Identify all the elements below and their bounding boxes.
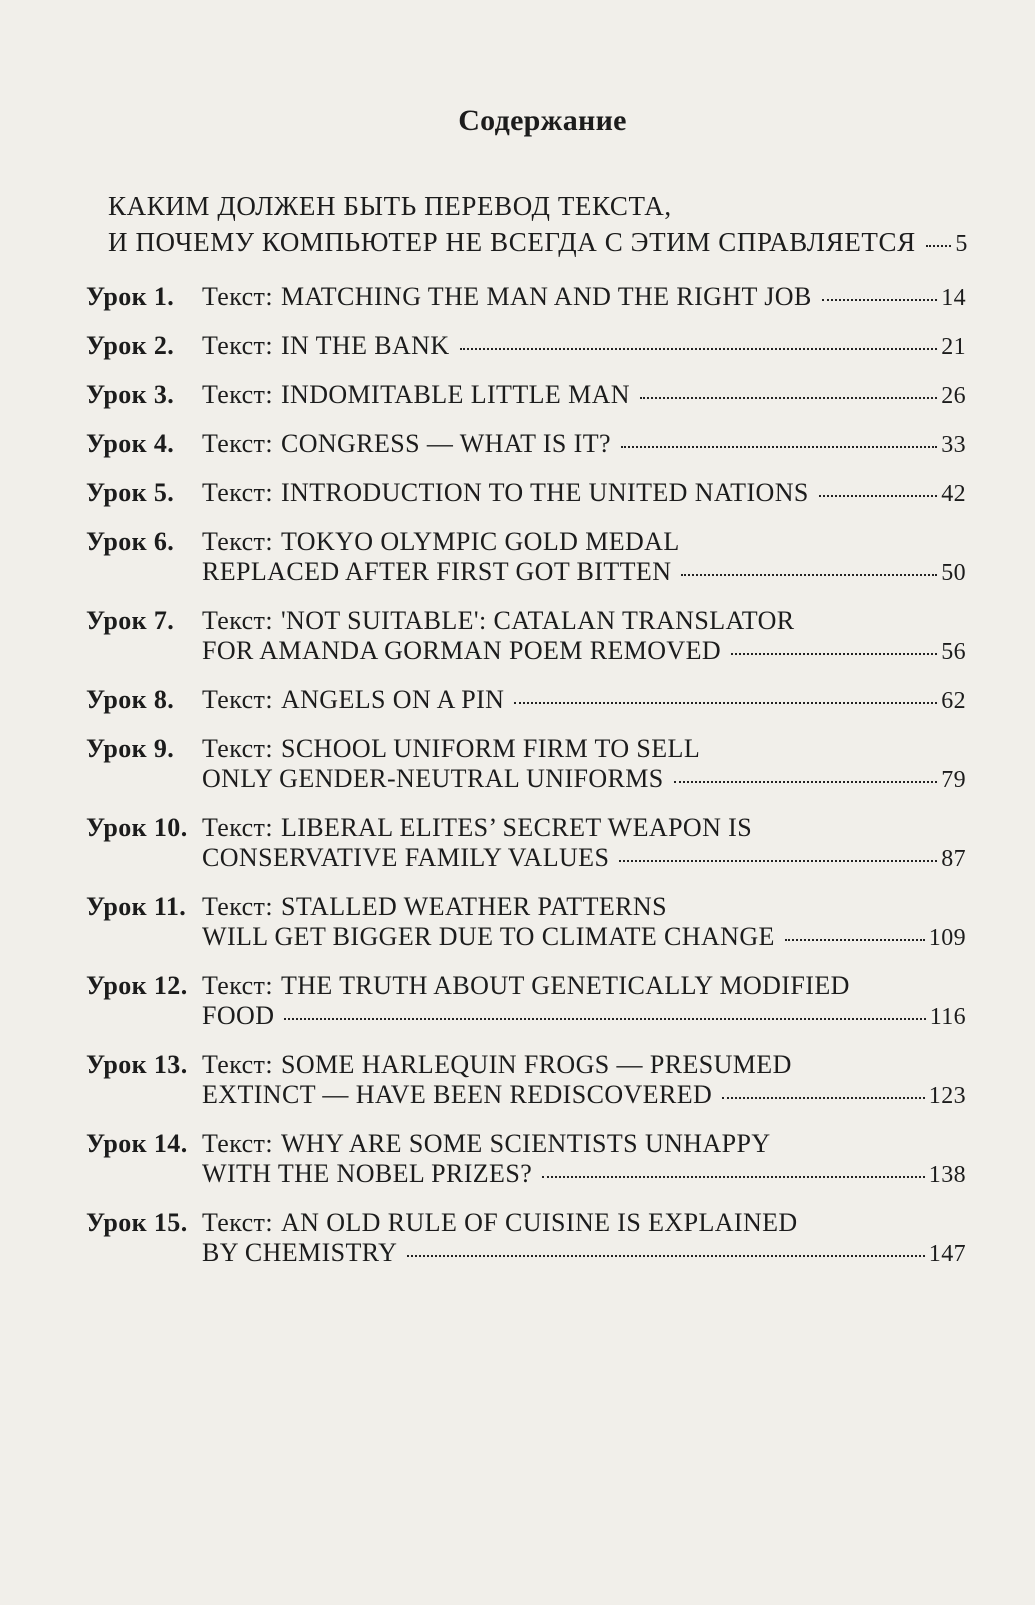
text-prefix: Текст: bbox=[202, 1129, 273, 1158]
lesson-title-continuation-row bbox=[202, 1238, 966, 1269]
lesson-body bbox=[202, 527, 966, 588]
lesson-body bbox=[202, 331, 966, 362]
dot-leader bbox=[407, 1255, 925, 1257]
page-number: 56 bbox=[941, 639, 966, 665]
lesson-body bbox=[202, 282, 966, 313]
lesson-number: Урок 11. bbox=[86, 892, 187, 921]
dot-leader bbox=[674, 781, 938, 783]
dot-leader bbox=[926, 245, 952, 247]
page-number: 123 bbox=[928, 1083, 966, 1109]
intro-line-1: КАКИМ ДОЛЖЕН БЫТЬ ПЕРЕВОД ТЕКСТА, bbox=[108, 191, 672, 221]
lesson-title-row bbox=[202, 734, 966, 764]
lesson-title-row bbox=[202, 1050, 966, 1080]
toc-entry bbox=[86, 606, 966, 667]
lesson-number: Урок 6. bbox=[86, 527, 175, 556]
lesson-title-continuation-row bbox=[202, 1159, 966, 1190]
lesson-title-row bbox=[202, 282, 966, 313]
lesson-title-continuation-row bbox=[202, 557, 966, 588]
text-prefix: Текст: bbox=[202, 331, 273, 360]
text-prefix: Текст: bbox=[202, 892, 273, 921]
lesson-title-row bbox=[202, 429, 966, 460]
lesson-title-continuation: EXTINCT — HAVE BEEN REDISCOVERED bbox=[202, 1080, 713, 1109]
toc-entry bbox=[86, 380, 966, 411]
lesson-title-continuation: REPLACED AFTER FIRST GOT BITTEN bbox=[202, 557, 672, 586]
lesson-title-row bbox=[202, 331, 966, 362]
toc-entry bbox=[86, 685, 966, 716]
lesson-title-continuation: FOOD bbox=[202, 1001, 275, 1030]
lesson-title-row bbox=[202, 1208, 966, 1238]
lesson-title: MATCHING THE MAN AND THE RIGHT JOB bbox=[280, 282, 812, 311]
lesson-title: AN OLD RULE OF CUISINE IS EXPLAINED bbox=[280, 1208, 798, 1237]
lesson-title-continuation: FOR AMANDA GORMAN POEM REMOVED bbox=[202, 636, 722, 665]
dot-leader bbox=[514, 702, 937, 704]
lesson-title-row bbox=[202, 527, 966, 557]
toc-entry bbox=[86, 331, 966, 362]
page-number: 50 bbox=[941, 560, 966, 586]
lesson-title-continuation: CONSERVATIVE FAMILY VALUES bbox=[202, 843, 610, 872]
text-prefix: Текст: bbox=[202, 478, 273, 507]
dot-leader bbox=[819, 495, 937, 497]
lesson-body bbox=[202, 606, 966, 667]
lesson-body bbox=[202, 1129, 966, 1190]
dot-leader bbox=[822, 299, 938, 301]
text-prefix: Текст: bbox=[202, 429, 273, 458]
lesson-title-continuation-row bbox=[202, 922, 966, 953]
text-prefix: Текст: bbox=[202, 734, 273, 763]
dot-leader bbox=[284, 1018, 925, 1020]
page-number: 79 bbox=[941, 767, 966, 793]
dot-leader bbox=[460, 348, 938, 350]
lesson-title-row bbox=[202, 971, 966, 1001]
lesson-body bbox=[202, 813, 966, 874]
lesson-title: SOME HARLEQUIN FROGS — PRESUMED bbox=[280, 1050, 792, 1079]
lesson-number: Урок 1. bbox=[86, 282, 175, 311]
page-number: 21 bbox=[941, 334, 966, 360]
lesson-title: IN THE BANK bbox=[280, 331, 450, 360]
lesson-number: Урок 3. bbox=[86, 380, 175, 409]
lesson-title: STALLED WEATHER PATTERNS bbox=[280, 892, 667, 921]
lesson-number: Урок 9. bbox=[86, 734, 175, 763]
lesson-title-row bbox=[202, 813, 966, 843]
page-number: 109 bbox=[928, 925, 966, 951]
lesson-title-continuation: ONLY GENDER-NEUTRAL UNIFORMS bbox=[202, 764, 664, 793]
intro-line-2: И ПОЧЕМУ КОМПЬЮТЕР НЕ ВСЕГДА С ЭТИМ СПРАВЛЯЕТСЯ bbox=[108, 227, 916, 257]
text-prefix: Текст: bbox=[202, 282, 273, 311]
page-number: 116 bbox=[929, 1004, 966, 1030]
lesson-title: INTRODUCTION TO THE UNITED NATIONS bbox=[280, 478, 809, 507]
lesson-number: Урок 8. bbox=[86, 685, 175, 714]
lesson-body bbox=[202, 429, 966, 460]
dot-leader bbox=[785, 939, 925, 941]
toc-entry bbox=[86, 527, 966, 588]
toc-entry bbox=[86, 1050, 966, 1111]
lesson-list bbox=[86, 282, 966, 1287]
lesson-title: 'NOT SUITABLE': CATALAN TRANSLATOR bbox=[280, 606, 795, 635]
toc-entry bbox=[86, 1208, 966, 1269]
toc-entry bbox=[86, 478, 966, 509]
text-prefix: Текст: bbox=[202, 1208, 273, 1237]
toc-entry bbox=[86, 429, 966, 460]
toc-entry bbox=[86, 971, 966, 1032]
lesson-title: ANGELS ON A PIN bbox=[280, 685, 505, 714]
lesson-title-row bbox=[202, 606, 966, 636]
lesson-title-row bbox=[202, 1129, 966, 1159]
dot-leader bbox=[542, 1176, 925, 1178]
text-prefix: Текст: bbox=[202, 606, 273, 635]
dot-leader bbox=[619, 860, 937, 862]
text-prefix: Текст: bbox=[202, 685, 273, 714]
page-number: 33 bbox=[941, 432, 966, 458]
intro-entry bbox=[108, 188, 968, 262]
lesson-title-continuation: WITH THE NOBEL PRIZES? bbox=[202, 1159, 533, 1188]
lesson-title-continuation: WILL GET BIGGER DUE TO CLIMATE CHANGE bbox=[202, 922, 775, 951]
lesson-body bbox=[202, 971, 966, 1032]
dot-leader bbox=[731, 653, 937, 655]
page-number: 42 bbox=[941, 481, 966, 507]
toc-entry bbox=[86, 1129, 966, 1190]
lesson-body bbox=[202, 892, 966, 953]
lesson-number: Урок 13. bbox=[86, 1050, 188, 1079]
text-prefix: Текст: bbox=[202, 1050, 273, 1079]
lesson-title-continuation-row bbox=[202, 636, 966, 667]
lesson-title: THE TRUTH ABOUT GENETICALLY MODIFIED bbox=[280, 971, 850, 1000]
lesson-number: Урок 4. bbox=[86, 429, 175, 458]
lesson-title-continuation-row bbox=[202, 764, 966, 795]
text-prefix: Текст: bbox=[202, 813, 273, 842]
lesson-title-row bbox=[202, 380, 966, 411]
lesson-title: WHY ARE SOME SCIENTISTS UNHAPPY bbox=[280, 1129, 771, 1158]
dot-leader bbox=[722, 1097, 925, 1099]
page-number: 147 bbox=[928, 1241, 966, 1267]
lesson-body bbox=[202, 478, 966, 509]
lesson-body bbox=[202, 685, 966, 716]
lesson-title-row bbox=[202, 685, 966, 716]
lesson-title: LIBERAL ELITES’ SECRET WEAPON IS bbox=[280, 813, 753, 842]
lesson-body bbox=[202, 1208, 966, 1269]
text-prefix: Текст: bbox=[202, 971, 273, 1000]
lesson-title: SCHOOL UNIFORM FIRM TO SELL bbox=[280, 734, 701, 763]
page-title: Содержание bbox=[458, 104, 627, 137]
lesson-title-continuation-row bbox=[202, 843, 966, 874]
lesson-title: INDOMITABLE LITTLE MAN bbox=[280, 380, 630, 409]
text-prefix: Текст: bbox=[202, 527, 273, 556]
lesson-title-continuation-row bbox=[202, 1080, 966, 1111]
toc-entry bbox=[86, 734, 966, 795]
lesson-title-row bbox=[202, 478, 966, 509]
page-number: 87 bbox=[941, 846, 966, 872]
lesson-body bbox=[202, 734, 966, 795]
lesson-title: TOKYO OLYMPIC GOLD MEDAL bbox=[280, 527, 680, 556]
lesson-number: Урок 2. bbox=[86, 331, 175, 360]
lesson-number: Урок 15. bbox=[86, 1208, 188, 1237]
lesson-number: Урок 5. bbox=[86, 478, 175, 507]
dot-leader bbox=[640, 397, 937, 399]
lesson-body bbox=[202, 380, 966, 411]
lesson-title: CONGRESS — WHAT IS IT? bbox=[280, 429, 611, 458]
lesson-number: Урок 10. bbox=[86, 813, 188, 842]
page-number: 62 bbox=[941, 688, 966, 714]
lesson-title-row bbox=[202, 892, 966, 922]
lesson-title-continuation: BY CHEMISTRY bbox=[202, 1238, 398, 1267]
toc-entry bbox=[86, 892, 966, 953]
toc-entry bbox=[86, 813, 966, 874]
page-number: 5 bbox=[955, 231, 968, 257]
lesson-body bbox=[202, 1050, 966, 1111]
lesson-number: Урок 12. bbox=[86, 971, 188, 1000]
page-number: 14 bbox=[941, 285, 966, 311]
lesson-number: Урок 7. bbox=[86, 606, 175, 635]
dot-leader bbox=[621, 446, 937, 448]
page-number: 138 bbox=[928, 1162, 966, 1188]
toc-entry bbox=[86, 282, 966, 313]
lesson-number: Урок 14. bbox=[86, 1129, 188, 1158]
intro-line-2-row bbox=[108, 224, 968, 262]
dot-leader bbox=[681, 574, 937, 576]
text-prefix: Текст: bbox=[202, 380, 273, 409]
lesson-title-continuation-row bbox=[202, 1001, 966, 1032]
page-number: 26 bbox=[941, 383, 966, 409]
